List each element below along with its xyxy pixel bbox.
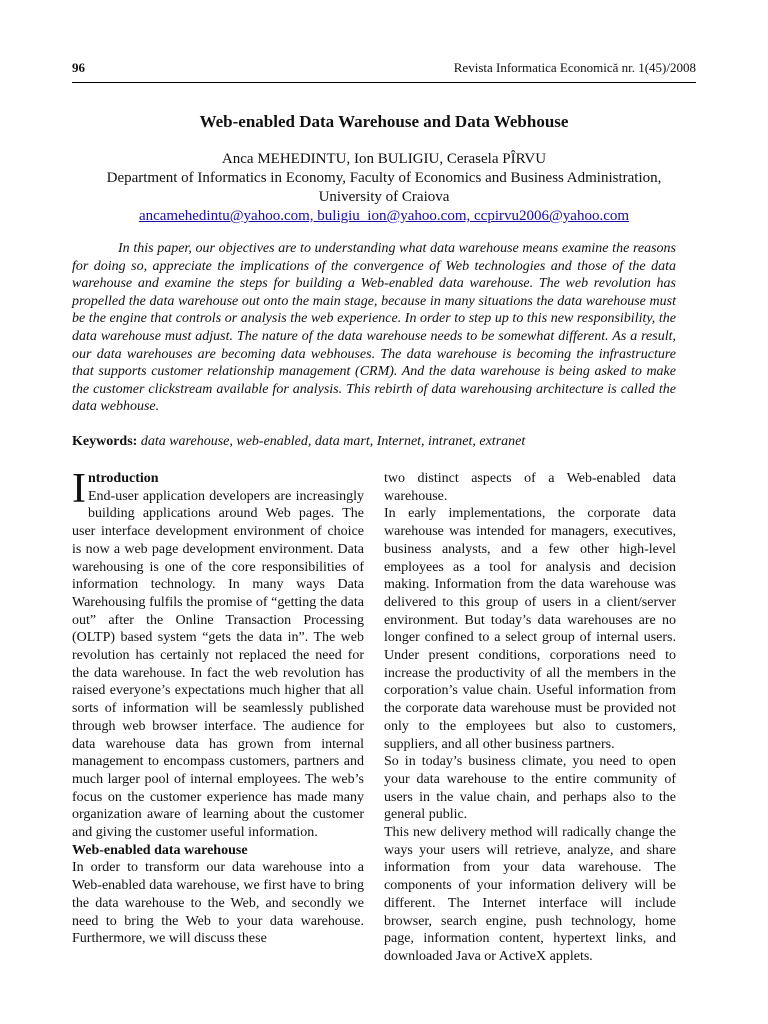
intro-heading: ntroduction [88,471,159,486]
keywords [72,434,525,450]
keywords-label: Keywords: [72,434,138,449]
author-department: Department of Informatics in Economy, Faculty of Economics and Business Administration, [106,170,662,186]
right-column [384,470,676,966]
running-header [72,60,696,80]
intro-dropcap: I [72,466,86,512]
paper-title: Web-enabled Data Warehouse and Data Webhouse [199,112,569,131]
left-column [72,466,364,948]
abstract: In this paper, our objectives are to understanding what data warehouse means examine the reasons for doing so, appreciate the implications of the convergence of Web technologies and those of the data warehouse and examine the steps for building a Web-enabled data warehouse. The web revolution has propelled the data warehouse out onto the main stage, because in many situations the data warehouse must be the engine that controls or analysis the web experience. In order to step up to this new responsibility, the data warehouse must adjust. The nature of the data warehouse needs to be somewhat different. As a result, our data warehouses are becoming data webhouses. The data warehouse is becoming the infrastructure that supports customer relationship management (CRM). And the data warehouse is being asked to make the customer clickstream available for analysis. This rebirth of data warehousing architecture is called the data webhouse. [72,241,676,415]
right-paragraph-1: two distinct aspects of a Web-enabled data warehouse. [384,471,676,504]
author-block [72,150,696,226]
right-paragraph-2: In early implementations, the corporate data warehouse was intended for managers, executives, business analysts, and a few other high-level employees as a tool for analysis and decision making. Information from the data warehouse was delivered to this group of users in a client/server environment. But today’s data warehouses are no longer confined to a select group of internal users. Under present conditions, corporations need to increase the productivity of all the members in the corporation’s value chain. Useful information from the corporate data warehouse must be provided not only to the employees but also to customers, suppliers, and all other business partners. [384,506,676,752]
header-rule [72,82,696,83]
journal-name: Revista Informatica Economică nr. 1(45)/2008 [453,60,696,75]
keywords-text: data warehouse, web-enabled, data mart, Internet, intranet, extranet [140,434,526,449]
author-emails[interactable]: ancamehedintu@yahoo.com, buligiu_ion@yahoo.com, ccpirvu2006@yahoo.com [138,208,630,224]
web-enabled-paragraph: In order to transform our data warehouse into a Web-enabled data warehouse, we first have to bring the data warehouse to the Web, and secondly we need to bring the Web to your data warehouse. Furthermore, we will discuss these [72,860,364,947]
intro-paragraph: End-user application developers are increasingly building applications around Web pages. The user interface development environment of choice is now a web page development environment. Data warehousing is one of the core responsibilities of information technology. In many ways Data Warehousing fulfils the promise of “getting the data out” after the Online Transaction Processing (OLTP) based system “gets the data in”. The web revolution has certainly not replaced the need for the data warehouse. In fact the web revolution has raised everyone’s expectations much higher that all sorts of information will be seamlessly published through web browser interface. The audience for data warehouse data has grown from internal management to encompass customers, partners and much larger pool of internal employees. The web’s focus on the customer experience has made many organization aware of learning about the customer and giving the customer useful information. [72,488,364,841]
right-paragraph-4: This new delivery method will radically change the ways your users will retrieve, analyze, and share information from your data warehouse. The components of your information delivery will be different. The Internet interface will include browser, search engine, push technology, home page, information content, hypertext links, and downloaded Java or ActiveX applets. [384,825,676,964]
page-number: 96 [72,60,85,75]
author-university: University of Craiova [318,189,450,205]
web-enabled-heading: Web-enabled data warehouse [72,842,248,858]
right-paragraph-3: So in today’s business climate, you need to open your data warehouse to the entire community of users in the value chain, and perhaps also to the general public. [384,754,676,823]
author-names: Anca MEHEDINTU, Ion BULIGIU, Cerasela PÎRVU [221,151,547,167]
